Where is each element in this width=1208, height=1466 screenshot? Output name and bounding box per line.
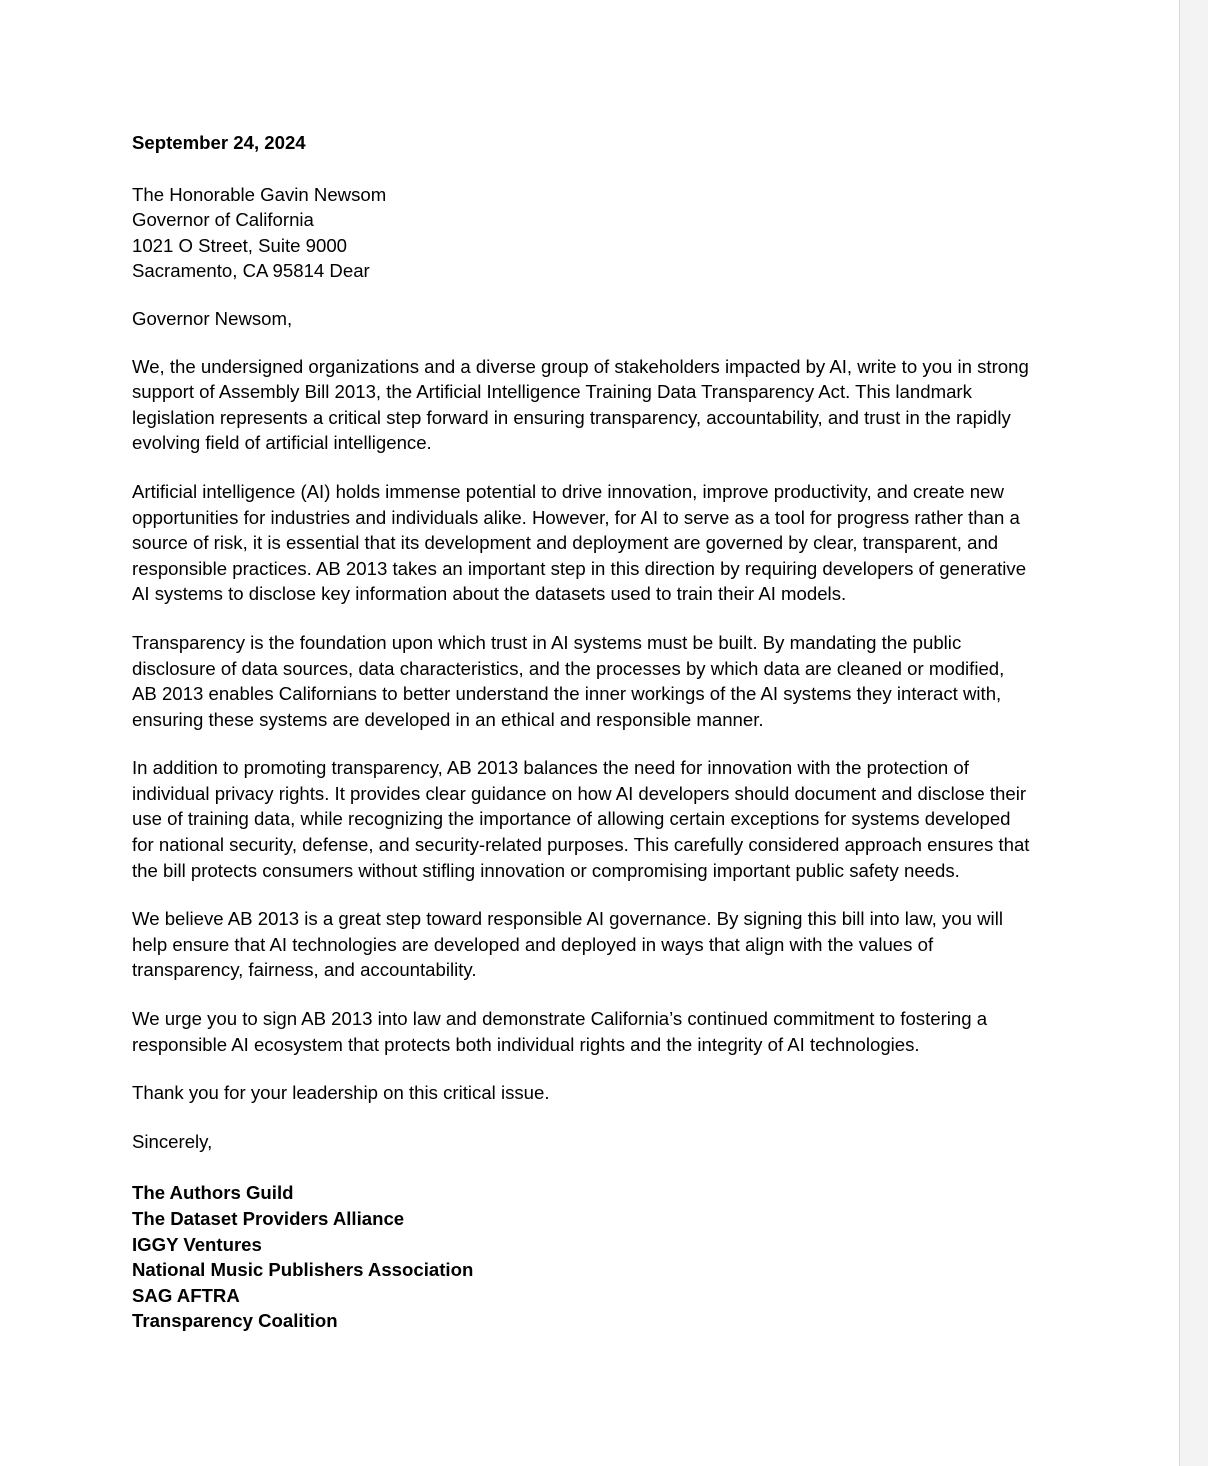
paragraph-transparency: Transparency is the foundation upon which trust in AI systems must be built. By mandating the public disclosure of data sources, data characteristics, and the processes by which data are cleaned or modified, AB 2013 enables Californians to better understand the inner workings of the AI systems they interact with, ensuring these systems are developed in an ethical and responsible manner. bbox=[132, 631, 1005, 730]
paragraph-potential: Artificial intelligence (AI) holds immense potential to drive innovation, improve productivity, and create new opportunities for industries and individuals alike. However, for AI to serve as a tool for progress rather than a source of risk, it is essential that its development and deployment are governed by clear, transparent, and responsible practices. AB 2013 takes an important step in this direction by requiring developers of generative AI systems to disclose key information about the datasets used to train their AI models. bbox=[132, 480, 1027, 605]
recipient-address bbox=[132, 182, 1032, 284]
salutation: Governor Newsom, bbox=[132, 307, 293, 329]
paragraph-governance: We believe AB 2013 is a great step toward responsible AI governance. By signing this bill into law, you will help ensure that AI technologies are developed and deployed in ways that align with the values of transparency, fairness, and accountability. bbox=[132, 908, 1003, 981]
address-line-street: 1021 O Street, Suite 9000 bbox=[132, 234, 348, 256]
address-line-title: Governor of California bbox=[132, 209, 314, 231]
signatory-list bbox=[132, 1180, 1032, 1334]
address-line-city: Sacramento, CA 95814 Dear bbox=[132, 260, 370, 282]
signatory: SAG AFTRA bbox=[132, 1284, 240, 1306]
signatory: Transparency Coalition bbox=[132, 1310, 338, 1332]
right-gutter bbox=[1179, 0, 1208, 1466]
closing: Sincerely, bbox=[132, 1130, 213, 1152]
paragraph-thanks: Thank you for your leadership on this critical issue. bbox=[132, 1082, 550, 1104]
signatory: The Dataset Providers Alliance bbox=[132, 1208, 405, 1229]
paragraph-support: We, the undersigned organizations and a diverse group of stakeholders impacted by AI, write to you in strong support of Assembly Bill 2013, the Artificial Intelligence Training Data Transparency Act. This landmark legislation represents a critical step forward in ensuring transparency, accountability, and trust in the rapidly evolving field of artificial intelligence. bbox=[132, 355, 1029, 454]
letter-date: September 24, 2024 bbox=[132, 132, 306, 153]
signatory: IGGY Ventures bbox=[132, 1233, 262, 1255]
letter-body bbox=[132, 130, 1032, 1334]
address-line-name: The Honorable Gavin Newsom bbox=[132, 183, 387, 205]
signatory: The Authors Guild bbox=[132, 1182, 294, 1204]
paragraph-privacy: In addition to promoting transparency, AB 2013 balances the need for innovation with the protection of individual privacy rights. It provides clear guidance on how AI developers should document and disclose their use of training data, while recognizing the importance of allowing certain exceptions for systems developed for national security, defense, and security-related purposes. This carefully considered approach ensures that the bill protects consumers without stifling innovation or compromising important public safety needs. bbox=[132, 757, 1030, 881]
signatory: National Music Publishers Association bbox=[132, 1259, 474, 1281]
paragraph-urge: We urge you to sign AB 2013 into law and demonstrate California’s continued commitment to fostering a responsible AI ecosystem that protects both individual rights and the integrity of AI technologies. bbox=[132, 1008, 988, 1055]
